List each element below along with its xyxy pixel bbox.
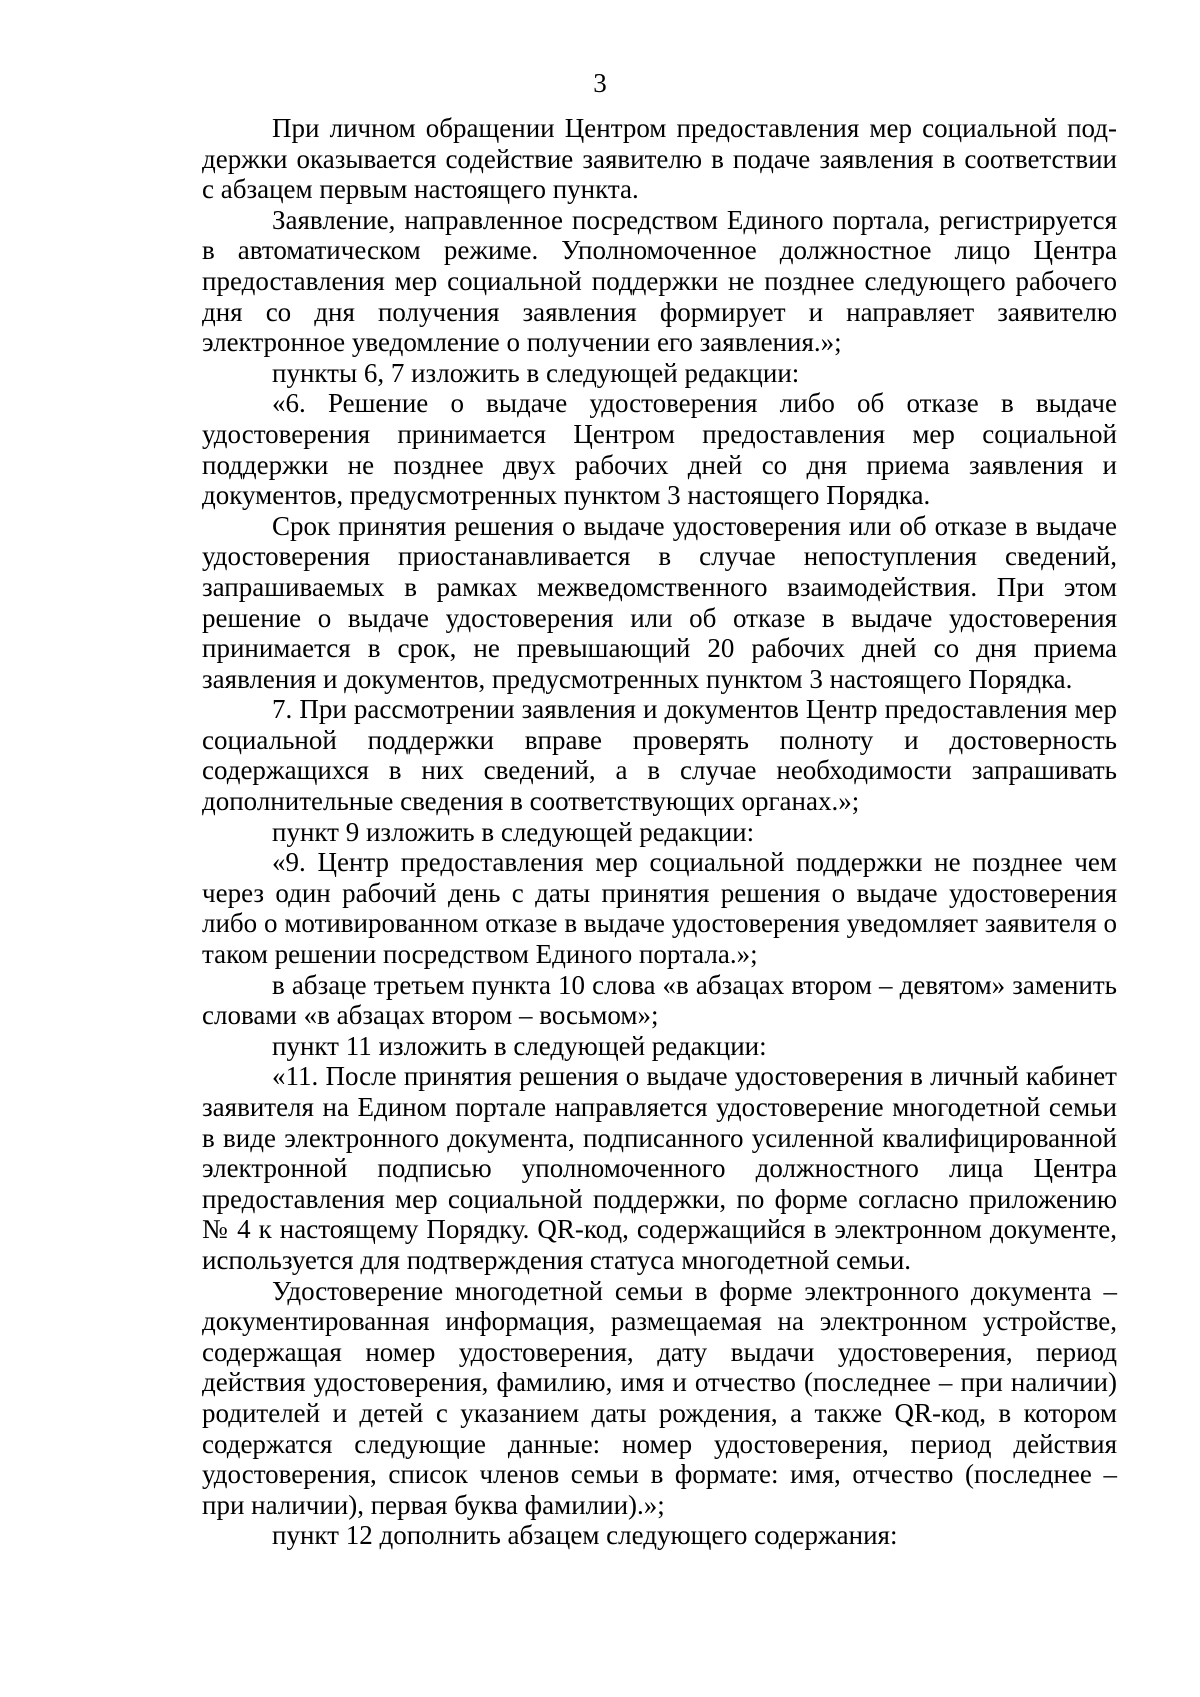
- paragraph: пункты 6, 7 изложить в следующей редакции:: [272, 357, 800, 388]
- page-number: 3: [593, 68, 607, 98]
- paragraph: Заявление, направленное посредством Единого портала, регистрируется в автоматическом режиме. Уполномоченное должностное лицо Центра предоставления мер социальной поддержки не позднее следующего рабочего дня со дня получения заявления формирует и направляет заявителю электронное уведомление о получении его заявления.»;: [202, 204, 1117, 358]
- paragraph: 7. При рассмотрении заявления и документов Центр предоставления мер социальной поддержки вправе проверять полноту и достоверность содержащихся в них сведений, а в случае необходимости запрашивать дополнительные сведения в соответствующих органах.»;: [202, 694, 1117, 817]
- paragraph: «11. После принятия решения о выдаче удостоверения в личный кабинет заявителя на Едином портале направляется удостоверение многодетной семьи в виде электронного документа, подписанного усиленной квалифицированной электронной подписью уполномоченного должностного лица Центра предоставления мер социальной поддержки, по форме согласно приложению № 4 к настоящему Порядку. QR-код, содержащийся в электронном документе, используется для подтверждения статуса многодетной семьи.: [202, 1061, 1117, 1275]
- paragraph: пункт 9 изложить в следующей редакции:: [272, 816, 755, 847]
- paragraph: «6. Решение о выдаче удостоверения либо об отказе в выдаче удостоверения принимается Центром предоставления мер социальной поддержки не позднее двух рабочих дней со дня приема заявления и документов, предусмотренных пунктом 3 настоящего Порядка.: [202, 388, 1117, 511]
- document-body: [202, 113, 1117, 1551]
- paragraph: Удостоверение многодетной семьи в форме электронного документа – документированная информация, размещаемая на электронном устройстве, содержащая номер удостоверения, дату выдачи удостоверения, период действия удостоверения, фамилию, имя и отчество (последнее – при наличии) родителей и детей с указанием даты рождения, а также QR-код, в котором содержатся следующие данные: номер удостоверения, период действия удостоверения, список членов семьи в формате: имя, отчество (последнее – при наличии), первая буква фамилии).»;: [202, 1275, 1117, 1520]
- paragraph: «9. Центр предоставления мер социальной поддержки не позднее чем через один рабочий день с даты принятия решения о выдаче удостоверения либо о мотивированном отказе в выдаче удостоверения уведомляет заявителя о таком решении посредством Единого портала.»;: [202, 847, 1117, 970]
- paragraph: Срок принятия решения о выдаче удостоверения или об отказе в выдаче удостоверения приостанавливается в случае непоступления сведений, запрашиваемых в рамках межведомственного взаимодействия. При этом решение о выдаче удостоверения или об отказе в выдаче удостоверения принимается в срок, не превышающий 20 рабочих дней со дня приема заявления и документов, предусмотренных пунктом 3 настоящего Порядка.: [202, 510, 1117, 694]
- paragraph: в абзаце третьем пункта 10 слова «в абзацах втором – девятом» заменить словами «в абзацах втором – восьмом»;: [202, 969, 1117, 1031]
- paragraph: пункт 11 изложить в следующей редакции:: [272, 1030, 767, 1061]
- paragraph: При личном обращении Центром предоставления мер социальной поддержки оказывается содействие заявителю в подаче заявления в соответствии с абзацем первым настоящего пункта.: [202, 113, 1117, 205]
- paragraph: пункт 12 дополнить абзацем следующего содержания:: [272, 1520, 898, 1551]
